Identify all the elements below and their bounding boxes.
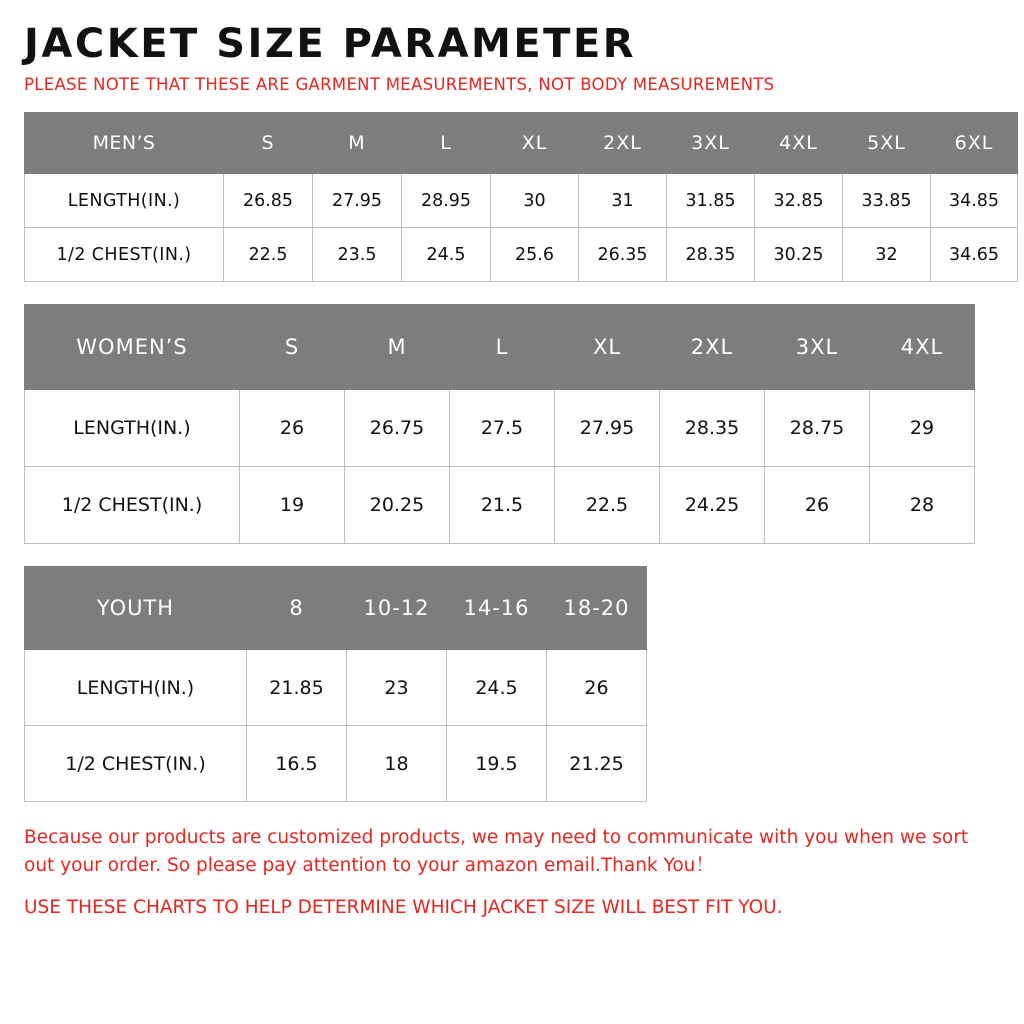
youth-chest-14-16: 19.5 bbox=[447, 726, 547, 802]
mens-chest-m: 23.5 bbox=[313, 228, 402, 282]
mens-header-4xl: 4XL bbox=[755, 113, 843, 174]
womens-length-label: LENGTH(IN.) bbox=[25, 390, 240, 467]
womens-header-3xl: 3XL bbox=[765, 305, 870, 390]
womens-header-label: WOMEN’S bbox=[25, 305, 240, 390]
youth-header-18-20: 18-20 bbox=[547, 567, 647, 650]
youth-chest-18-20: 21.25 bbox=[547, 726, 647, 802]
mens-length-6xl: 34.85 bbox=[931, 174, 1018, 228]
youth-length-label: LENGTH(IN.) bbox=[25, 650, 247, 726]
womens-chest-s: 19 bbox=[240, 467, 345, 544]
table-row bbox=[25, 726, 647, 802]
mens-chest-4xl: 30.25 bbox=[755, 228, 843, 282]
womens-length-4xl: 29 bbox=[870, 390, 975, 467]
mens-size-table bbox=[24, 112, 1018, 282]
womens-header-xl: XL bbox=[555, 305, 660, 390]
womens-header-m: M bbox=[345, 305, 450, 390]
youth-header-14-16: 14-16 bbox=[447, 567, 547, 650]
womens-header-4xl: 4XL bbox=[870, 305, 975, 390]
table-header-row bbox=[25, 567, 647, 650]
mens-header-2xl: 2XL bbox=[579, 113, 667, 174]
mens-header-label: MEN’S bbox=[25, 113, 224, 174]
womens-length-l: 27.5 bbox=[450, 390, 555, 467]
womens-header-2xl: 2XL bbox=[660, 305, 765, 390]
mens-length-2xl: 31 bbox=[579, 174, 667, 228]
youth-length-10-12: 23 bbox=[347, 650, 447, 726]
womens-chest-m: 20.25 bbox=[345, 467, 450, 544]
table-row bbox=[25, 228, 1018, 282]
womens-length-3xl: 28.75 bbox=[765, 390, 870, 467]
mens-header-m: M bbox=[313, 113, 402, 174]
youth-header-label: YOUTH bbox=[25, 567, 247, 650]
womens-chest-2xl: 24.25 bbox=[660, 467, 765, 544]
womens-chest-3xl: 26 bbox=[765, 467, 870, 544]
footer-notes bbox=[24, 824, 984, 921]
youth-header-10-12: 10-12 bbox=[347, 567, 447, 650]
womens-length-2xl: 28.35 bbox=[660, 390, 765, 467]
youth-length-18-20: 26 bbox=[547, 650, 647, 726]
mens-header-s: S bbox=[224, 113, 313, 174]
mens-length-m: 27.95 bbox=[313, 174, 402, 228]
mens-chest-s: 22.5 bbox=[224, 228, 313, 282]
womens-header-l: L bbox=[450, 305, 555, 390]
mens-chest-l: 24.5 bbox=[402, 228, 491, 282]
footer-note-usage: USE THESE CHARTS TO HELP DETERMINE WHICH JACKET SIZE WILL BEST FIT YOU. bbox=[24, 896, 783, 918]
footer-note-customization: Because our products are customized products, we may need to communicate with you when we sort out your order. So please pay attention to your amazon email.Thank You！ bbox=[24, 827, 969, 877]
mens-length-l: 28.95 bbox=[402, 174, 491, 228]
womens-chest-4xl: 28 bbox=[870, 467, 975, 544]
mens-header-xl: XL bbox=[491, 113, 579, 174]
womens-chest-xl: 22.5 bbox=[555, 467, 660, 544]
womens-length-xl: 27.95 bbox=[555, 390, 660, 467]
mens-length-s: 26.85 bbox=[224, 174, 313, 228]
mens-header-3xl: 3XL bbox=[667, 113, 755, 174]
womens-chest-l: 21.5 bbox=[450, 467, 555, 544]
womens-chest-label: 1/2 CHEST(IN.) bbox=[25, 467, 240, 544]
table-row bbox=[25, 650, 647, 726]
youth-size-table bbox=[24, 566, 647, 802]
youth-header-8: 8 bbox=[247, 567, 347, 650]
youth-chest-label: 1/2 CHEST(IN.) bbox=[25, 726, 247, 802]
mens-length-label: LENGTH(IN.) bbox=[25, 174, 224, 228]
table-header-row bbox=[25, 305, 975, 390]
page-title: JACKET SIZE PARAMETER bbox=[24, 21, 637, 67]
womens-length-s: 26 bbox=[240, 390, 345, 467]
mens-header-l: L bbox=[402, 113, 491, 174]
mens-length-xl: 30 bbox=[491, 174, 579, 228]
womens-header-s: S bbox=[240, 305, 345, 390]
mens-header-5xl: 5XL bbox=[843, 113, 931, 174]
table-header-row bbox=[25, 113, 1018, 174]
mens-chest-xl: 25.6 bbox=[491, 228, 579, 282]
mens-chest-label: 1/2 CHEST(IN.) bbox=[25, 228, 224, 282]
mens-chest-5xl: 32 bbox=[843, 228, 931, 282]
youth-chest-8: 16.5 bbox=[247, 726, 347, 802]
mens-chest-2xl: 26.35 bbox=[579, 228, 667, 282]
mens-chest-3xl: 28.35 bbox=[667, 228, 755, 282]
youth-chest-10-12: 18 bbox=[347, 726, 447, 802]
youth-length-8: 21.85 bbox=[247, 650, 347, 726]
mens-length-4xl: 32.85 bbox=[755, 174, 843, 228]
youth-length-14-16: 24.5 bbox=[447, 650, 547, 726]
mens-chest-6xl: 34.65 bbox=[931, 228, 1018, 282]
mens-length-5xl: 33.85 bbox=[843, 174, 931, 228]
measurement-note: PLEASE NOTE THAT THESE ARE GARMENT MEASUREMENTS, NOT BODY MEASUREMENTS bbox=[24, 75, 775, 94]
womens-size-table bbox=[24, 304, 975, 544]
table-row bbox=[25, 390, 975, 467]
table-row bbox=[25, 467, 975, 544]
womens-length-m: 26.75 bbox=[345, 390, 450, 467]
table-row bbox=[25, 174, 1018, 228]
mens-header-6xl: 6XL bbox=[931, 113, 1018, 174]
mens-length-3xl: 31.85 bbox=[667, 174, 755, 228]
